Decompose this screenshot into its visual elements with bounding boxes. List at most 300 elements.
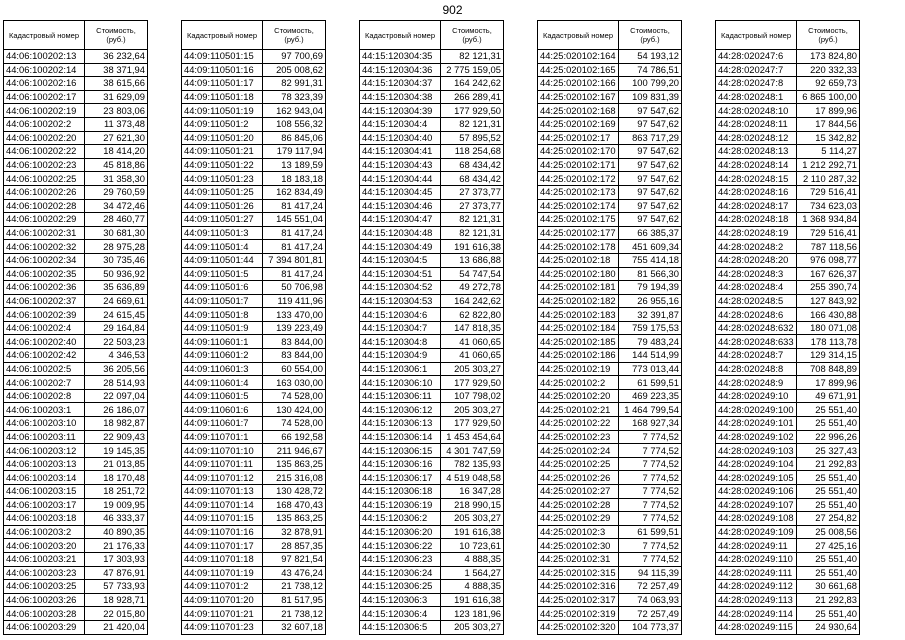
table-row bbox=[4, 485, 148, 499]
cadastral-number: 44:28:020248:632 bbox=[716, 321, 797, 335]
cost-value: 28 975,28 bbox=[85, 240, 148, 254]
cost-value: 21 176,33 bbox=[85, 539, 148, 553]
cost-value: 49 671,91 bbox=[797, 389, 860, 403]
table-row bbox=[716, 145, 860, 159]
cost-value: 54 193,12 bbox=[619, 50, 682, 64]
table-row bbox=[360, 131, 504, 145]
table-row bbox=[360, 566, 504, 580]
table-row bbox=[360, 117, 504, 131]
cadastral-number: 44:28:020249:115 bbox=[716, 620, 797, 634]
table-row bbox=[360, 281, 504, 295]
cost-value: 81 566,30 bbox=[619, 267, 682, 281]
cost-value: 18 982,87 bbox=[85, 417, 148, 431]
cadastral-number: 44:09:110701:14 bbox=[182, 498, 263, 512]
table-row bbox=[182, 294, 326, 308]
cost-value: 7 774,52 bbox=[619, 539, 682, 553]
header-cost: Стоимость, (руб.) bbox=[263, 21, 326, 50]
cost-value: 863 717,29 bbox=[619, 131, 682, 145]
cost-value: 7 394 801,81 bbox=[263, 253, 326, 267]
cadastral-number: 44:06:100202:29 bbox=[4, 213, 85, 227]
table-row bbox=[182, 50, 326, 64]
cost-value: 86 845,06 bbox=[263, 131, 326, 145]
cadastral-number: 44:25:020102:185 bbox=[538, 335, 619, 349]
table-row bbox=[182, 253, 326, 267]
cost-value: 13 189,59 bbox=[263, 158, 326, 172]
cadastral-number: 44:28:020249:112 bbox=[716, 580, 797, 594]
table-row bbox=[4, 525, 148, 539]
table-row bbox=[182, 362, 326, 376]
table-row bbox=[182, 580, 326, 594]
cadastral-number: 44:15:120304:44 bbox=[360, 172, 441, 186]
cadastral-number: 44:28:020247:7 bbox=[716, 63, 797, 77]
table-row bbox=[538, 403, 682, 417]
cadastral-number: 44:25:020102:174 bbox=[538, 199, 619, 213]
cost-value: 66 385,37 bbox=[619, 226, 682, 240]
table-row bbox=[4, 566, 148, 580]
cadastral-number: 44:06:100202:13 bbox=[4, 50, 85, 64]
table-row bbox=[182, 349, 326, 363]
cadastral-number: 44:15:120306:11 bbox=[360, 389, 441, 403]
cost-value: 168 927,34 bbox=[619, 417, 682, 431]
cadastral-number: 44:06:100203:23 bbox=[4, 566, 85, 580]
table-row bbox=[538, 321, 682, 335]
cost-value: 24 669,61 bbox=[85, 294, 148, 308]
header-cost: Стоимость, (руб.) bbox=[85, 21, 148, 50]
cadastral-number: 44:06:100203:25 bbox=[4, 580, 85, 594]
table-row bbox=[538, 253, 682, 267]
cost-value: 60 554,00 bbox=[263, 362, 326, 376]
table-row bbox=[716, 50, 860, 64]
cadastral-number: 44:09:110501:15 bbox=[182, 50, 263, 64]
table-row bbox=[360, 607, 504, 621]
table-row bbox=[716, 199, 860, 213]
table-row bbox=[716, 417, 860, 431]
cost-value: 79 194,39 bbox=[619, 281, 682, 295]
table-row bbox=[538, 294, 682, 308]
table-row bbox=[716, 240, 860, 254]
table-row bbox=[360, 430, 504, 444]
table-row bbox=[182, 335, 326, 349]
cadastral-number: 44:09:110701:12 bbox=[182, 471, 263, 485]
cadastral-number: 44:15:120304:38 bbox=[360, 90, 441, 104]
cadastral-number: 44:06:100202:23 bbox=[4, 158, 85, 172]
cadastral-number: 44:15:120304:47 bbox=[360, 213, 441, 227]
cost-value: 26 955,16 bbox=[619, 294, 682, 308]
cost-value: 21 013,85 bbox=[85, 457, 148, 471]
cadastral-number: 44:28:020249:111 bbox=[716, 566, 797, 580]
table-row bbox=[716, 430, 860, 444]
cadastral-number: 44:09:110701:15 bbox=[182, 512, 263, 526]
table-row bbox=[4, 444, 148, 458]
table-row bbox=[4, 552, 148, 566]
cadastral-number: 44:09:110701:1 bbox=[182, 430, 263, 444]
table-row bbox=[4, 607, 148, 621]
cadastral-number: 44:09:110501:22 bbox=[182, 158, 263, 172]
cost-value: 16 347,28 bbox=[441, 485, 504, 499]
cost-value: 13 686,88 bbox=[441, 253, 504, 267]
table-row bbox=[538, 335, 682, 349]
cadastral-number: 44:06:100203:12 bbox=[4, 444, 85, 458]
cadastral-number: 44:25:020102:167 bbox=[538, 90, 619, 104]
cost-value: 82 991,31 bbox=[263, 77, 326, 91]
cost-value: 97 547,62 bbox=[619, 213, 682, 227]
cost-value: 18 183,18 bbox=[263, 172, 326, 186]
table-row bbox=[360, 308, 504, 322]
table-row bbox=[360, 335, 504, 349]
table-row bbox=[360, 50, 504, 64]
cost-value: 177 929,50 bbox=[441, 104, 504, 118]
cost-value: 19 009,95 bbox=[85, 498, 148, 512]
cost-value: 35 636,89 bbox=[85, 281, 148, 295]
table-row bbox=[716, 403, 860, 417]
cost-value: 139 223,49 bbox=[263, 321, 326, 335]
table-row bbox=[716, 253, 860, 267]
cost-value: 31 358,30 bbox=[85, 172, 148, 186]
cost-value: 7 774,52 bbox=[619, 430, 682, 444]
table-row bbox=[716, 281, 860, 295]
table-row bbox=[182, 90, 326, 104]
table-row bbox=[182, 117, 326, 131]
table-row bbox=[360, 77, 504, 91]
cost-value: 10 723,61 bbox=[441, 539, 504, 553]
cadastral-number: 44:09:110501:6 bbox=[182, 281, 263, 295]
cadastral-number: 44:06:100202:39 bbox=[4, 308, 85, 322]
cadastral-number: 44:15:120304:43 bbox=[360, 158, 441, 172]
cost-value: 11 373,48 bbox=[85, 117, 148, 131]
table-row bbox=[360, 580, 504, 594]
table-row bbox=[360, 539, 504, 553]
table-row bbox=[4, 417, 148, 431]
table-row bbox=[716, 131, 860, 145]
cadastral-number: 44:25:020102:170 bbox=[538, 145, 619, 159]
cost-value: 34 472,46 bbox=[85, 199, 148, 213]
cost-value: 82 121,31 bbox=[441, 226, 504, 240]
table-row bbox=[538, 349, 682, 363]
table-row bbox=[360, 63, 504, 77]
table-row bbox=[538, 552, 682, 566]
cost-value: 178 113,78 bbox=[797, 335, 860, 349]
table-row bbox=[4, 267, 148, 281]
cadastral-number: 44:25:020102:180 bbox=[538, 267, 619, 281]
header-cadastral: Кадастровый номер bbox=[538, 21, 619, 50]
cadastral-number: 44:15:120306:25 bbox=[360, 580, 441, 594]
cost-value: 17 899,96 bbox=[797, 104, 860, 118]
cost-value: 30 735,46 bbox=[85, 253, 148, 267]
cadastral-number: 44:09:110501:18 bbox=[182, 90, 263, 104]
cost-value: 30 661,68 bbox=[797, 580, 860, 594]
cadastral-number: 44:25:020102:23 bbox=[538, 430, 619, 444]
cadastral-number: 44:09:110501:3 bbox=[182, 226, 263, 240]
cadastral-number: 44:09:110501:23 bbox=[182, 172, 263, 186]
table-row bbox=[4, 226, 148, 240]
cost-value: 97 547,62 bbox=[619, 145, 682, 159]
cadastral-number: 44:25:020102:26 bbox=[538, 471, 619, 485]
table-row bbox=[360, 226, 504, 240]
table-row bbox=[360, 512, 504, 526]
cadastral-number: 44:15:120306:4 bbox=[360, 607, 441, 621]
table-row bbox=[538, 444, 682, 458]
cost-value: 22 015,80 bbox=[85, 607, 148, 621]
table-row bbox=[4, 213, 148, 227]
cadastral-number: 44:06:100202:35 bbox=[4, 267, 85, 281]
table-row bbox=[716, 444, 860, 458]
table-row bbox=[360, 457, 504, 471]
table-row bbox=[4, 512, 148, 526]
cost-value: 4 346,53 bbox=[85, 349, 148, 363]
cost-value: 18 170,48 bbox=[85, 471, 148, 485]
cadastral-number: 44:06:100202:28 bbox=[4, 199, 85, 213]
cadastral-number: 44:15:120306:19 bbox=[360, 498, 441, 512]
table-row bbox=[182, 498, 326, 512]
cost-value: 97 821,54 bbox=[263, 552, 326, 566]
cadastral-number: 44:25:020102:21 bbox=[538, 403, 619, 417]
cost-value: 81 417,24 bbox=[263, 199, 326, 213]
table-row bbox=[716, 335, 860, 349]
cost-value: 82 121,31 bbox=[441, 117, 504, 131]
cadastral-number: 44:28:020248:10 bbox=[716, 104, 797, 118]
cost-value: 28 514,93 bbox=[85, 376, 148, 390]
cost-value: 54 747,54 bbox=[441, 267, 504, 281]
cost-value: 4 888,35 bbox=[441, 580, 504, 594]
cadastral-number: 44:25:020102:183 bbox=[538, 308, 619, 322]
header-cost: Стоимость, (руб.) bbox=[797, 21, 860, 50]
table-row bbox=[360, 376, 504, 390]
cost-value: 773 013,44 bbox=[619, 362, 682, 376]
cost-value: 255 390,74 bbox=[797, 281, 860, 295]
cadastral-number: 44:28:020248:19 bbox=[716, 226, 797, 240]
cost-value: 5 114,27 bbox=[797, 145, 860, 159]
cost-table-1 bbox=[3, 20, 148, 635]
cadastral-number: 44:06:100203:1 bbox=[4, 403, 85, 417]
table-row bbox=[538, 525, 682, 539]
table-row bbox=[360, 253, 504, 267]
cost-value: 4 888,35 bbox=[441, 552, 504, 566]
table-row bbox=[4, 158, 148, 172]
table-row bbox=[182, 145, 326, 159]
cadastral-number: 44:09:110501:44 bbox=[182, 253, 263, 267]
cadastral-number: 44:25:020102:20 bbox=[538, 389, 619, 403]
cadastral-number: 44:25:020102:165 bbox=[538, 63, 619, 77]
table-row bbox=[716, 349, 860, 363]
table-row bbox=[716, 158, 860, 172]
table-row bbox=[182, 471, 326, 485]
cadastral-number: 44:09:110501:26 bbox=[182, 199, 263, 213]
cadastral-number: 44:28:020249:105 bbox=[716, 471, 797, 485]
cost-value: 205 303,27 bbox=[441, 362, 504, 376]
cost-value: 118 254,68 bbox=[441, 145, 504, 159]
table-row bbox=[538, 498, 682, 512]
table-row bbox=[4, 172, 148, 186]
cadastral-number: 44:06:100203:21 bbox=[4, 552, 85, 566]
cost-value: 191 616,38 bbox=[441, 525, 504, 539]
cadastral-number: 44:28:020248:5 bbox=[716, 294, 797, 308]
table-row bbox=[182, 457, 326, 471]
table-row bbox=[360, 403, 504, 417]
cadastral-number: 44:06:100202:17 bbox=[4, 90, 85, 104]
cost-value: 25 551,40 bbox=[797, 607, 860, 621]
table-row bbox=[4, 145, 148, 159]
cadastral-number: 44:25:020102:19 bbox=[538, 362, 619, 376]
cadastral-number: 44:15:120304:53 bbox=[360, 294, 441, 308]
table-row bbox=[538, 389, 682, 403]
cadastral-number: 44:09:110601:3 bbox=[182, 362, 263, 376]
cadastral-number: 44:28:020249:113 bbox=[716, 593, 797, 607]
cost-value: 18 414,20 bbox=[85, 145, 148, 159]
cadastral-number: 44:15:120304:8 bbox=[360, 335, 441, 349]
cadastral-number: 44:28:020249:103 bbox=[716, 444, 797, 458]
cadastral-number: 44:15:120304:37 bbox=[360, 77, 441, 91]
cadastral-number: 44:25:020102:164 bbox=[538, 50, 619, 64]
cost-value: 97 547,62 bbox=[619, 172, 682, 186]
table-row bbox=[538, 566, 682, 580]
cost-value: 162 943,04 bbox=[263, 104, 326, 118]
cost-table-2 bbox=[181, 20, 326, 635]
cadastral-number: 44:28:020248:11 bbox=[716, 117, 797, 131]
cadastral-number: 44:06:100202:25 bbox=[4, 172, 85, 186]
cadastral-number: 44:25:020102:17 bbox=[538, 131, 619, 145]
table-row bbox=[716, 104, 860, 118]
cost-value: 74 528,00 bbox=[263, 389, 326, 403]
cadastral-number: 44:15:120304:39 bbox=[360, 104, 441, 118]
cadastral-number: 44:09:110601:5 bbox=[182, 389, 263, 403]
table-row bbox=[716, 63, 860, 77]
cadastral-number: 44:06:100202:8 bbox=[4, 389, 85, 403]
cadastral-number: 44:15:120306:2 bbox=[360, 512, 441, 526]
cost-value: 27 254,82 bbox=[797, 512, 860, 526]
table-row bbox=[716, 457, 860, 471]
table-row bbox=[538, 580, 682, 594]
cost-value: 729 516,41 bbox=[797, 226, 860, 240]
table-row bbox=[538, 485, 682, 499]
cost-value: 166 430,88 bbox=[797, 308, 860, 322]
cadastral-number: 44:25:020102:29 bbox=[538, 512, 619, 526]
cost-value: 180 071,08 bbox=[797, 321, 860, 335]
cadastral-number: 44:28:020248:1 bbox=[716, 90, 797, 104]
cost-value: 82 121,31 bbox=[441, 50, 504, 64]
cost-value: 211 946,67 bbox=[263, 444, 326, 458]
cost-value: 7 774,52 bbox=[619, 498, 682, 512]
table-row bbox=[538, 145, 682, 159]
cadastral-number: 44:28:020249:104 bbox=[716, 457, 797, 471]
cadastral-number: 44:25:020102:316 bbox=[538, 580, 619, 594]
table-row bbox=[716, 580, 860, 594]
table-row bbox=[716, 512, 860, 526]
cost-value: 79 483,24 bbox=[619, 335, 682, 349]
table-row bbox=[716, 593, 860, 607]
table-row bbox=[4, 580, 148, 594]
cadastral-number: 44:28:020248:4 bbox=[716, 281, 797, 295]
cadastral-number: 44:25:020102:172 bbox=[538, 172, 619, 186]
cost-value: 167 626,37 bbox=[797, 267, 860, 281]
table-row bbox=[716, 607, 860, 621]
cost-value: 123 181,96 bbox=[441, 607, 504, 621]
cadastral-number: 44:25:020102:25 bbox=[538, 457, 619, 471]
cost-value: 191 616,38 bbox=[441, 240, 504, 254]
table-row bbox=[360, 90, 504, 104]
cadastral-number: 44:25:020102:166 bbox=[538, 77, 619, 91]
cadastral-number: 44:06:100202:22 bbox=[4, 145, 85, 159]
cost-value: 6 865 100,00 bbox=[797, 90, 860, 104]
cost-value: 28 460,77 bbox=[85, 213, 148, 227]
cadastral-number: 44:25:020102:175 bbox=[538, 213, 619, 227]
table-row bbox=[4, 430, 148, 444]
cost-value: 145 551,04 bbox=[263, 213, 326, 227]
cadastral-number: 44:15:120304:9 bbox=[360, 349, 441, 363]
cost-value: 78 323,39 bbox=[263, 90, 326, 104]
cost-value: 734 623,03 bbox=[797, 199, 860, 213]
table-row bbox=[538, 362, 682, 376]
cadastral-number: 44:09:110601:6 bbox=[182, 403, 263, 417]
cost-value: 41 060,65 bbox=[441, 349, 504, 363]
table-row bbox=[716, 294, 860, 308]
cost-value: 162 834,49 bbox=[263, 185, 326, 199]
table-row bbox=[182, 213, 326, 227]
cadastral-number: 44:28:020248:3 bbox=[716, 267, 797, 281]
cadastral-number: 44:09:110501:25 bbox=[182, 185, 263, 199]
table-row bbox=[360, 185, 504, 199]
table-row bbox=[360, 240, 504, 254]
table-row bbox=[182, 430, 326, 444]
table-row bbox=[360, 172, 504, 186]
cost-value: 92 659,73 bbox=[797, 77, 860, 91]
cost-value: 28 857,35 bbox=[263, 539, 326, 553]
table-row bbox=[716, 498, 860, 512]
cost-value: 7 774,52 bbox=[619, 444, 682, 458]
cadastral-number: 44:09:110701:23 bbox=[182, 620, 263, 634]
cadastral-number: 44:06:100203:14 bbox=[4, 471, 85, 485]
table-row bbox=[538, 376, 682, 390]
cadastral-number: 44:06:100202:20 bbox=[4, 131, 85, 145]
cadastral-number: 44:28:020248:14 bbox=[716, 158, 797, 172]
table-row bbox=[538, 50, 682, 64]
cadastral-number: 44:15:120304:46 bbox=[360, 199, 441, 213]
cost-value: 22 996,26 bbox=[797, 430, 860, 444]
cost-value: 119 411,96 bbox=[263, 294, 326, 308]
table-row bbox=[4, 131, 148, 145]
cost-value: 29 760,59 bbox=[85, 185, 148, 199]
cadastral-number: 44:28:020249:102 bbox=[716, 430, 797, 444]
cadastral-number: 44:15:120304:7 bbox=[360, 321, 441, 335]
cost-value: 144 514,99 bbox=[619, 349, 682, 363]
table-row bbox=[538, 104, 682, 118]
cost-value: 17 899,96 bbox=[797, 376, 860, 390]
cost-value: 191 616,38 bbox=[441, 593, 504, 607]
cost-value: 729 516,41 bbox=[797, 185, 860, 199]
table-row bbox=[4, 281, 148, 295]
cadastral-number: 44:25:020102:169 bbox=[538, 117, 619, 131]
cost-value: 97 700,69 bbox=[263, 50, 326, 64]
cadastral-number: 44:25:020102:171 bbox=[538, 158, 619, 172]
cost-value: 218 990,15 bbox=[441, 498, 504, 512]
cost-value: 32 878,91 bbox=[263, 525, 326, 539]
cost-value: 26 186,07 bbox=[85, 403, 148, 417]
cadastral-number: 44:09:110601:4 bbox=[182, 376, 263, 390]
table-row bbox=[182, 185, 326, 199]
table-row bbox=[538, 417, 682, 431]
cadastral-number: 44:28:020249:106 bbox=[716, 485, 797, 499]
table-row bbox=[182, 199, 326, 213]
cadastral-number: 44:28:020249:11 bbox=[716, 539, 797, 553]
table-row bbox=[538, 240, 682, 254]
cost-value: 469 223,35 bbox=[619, 389, 682, 403]
cadastral-number: 44:25:020102:3 bbox=[538, 525, 619, 539]
cost-value: 205 303,27 bbox=[441, 403, 504, 417]
table-row bbox=[716, 117, 860, 131]
cost-value: 41 060,65 bbox=[441, 335, 504, 349]
cadastral-number: 44:28:020248:17 bbox=[716, 199, 797, 213]
table-row bbox=[360, 552, 504, 566]
cadastral-number: 44:25:020102:186 bbox=[538, 349, 619, 363]
